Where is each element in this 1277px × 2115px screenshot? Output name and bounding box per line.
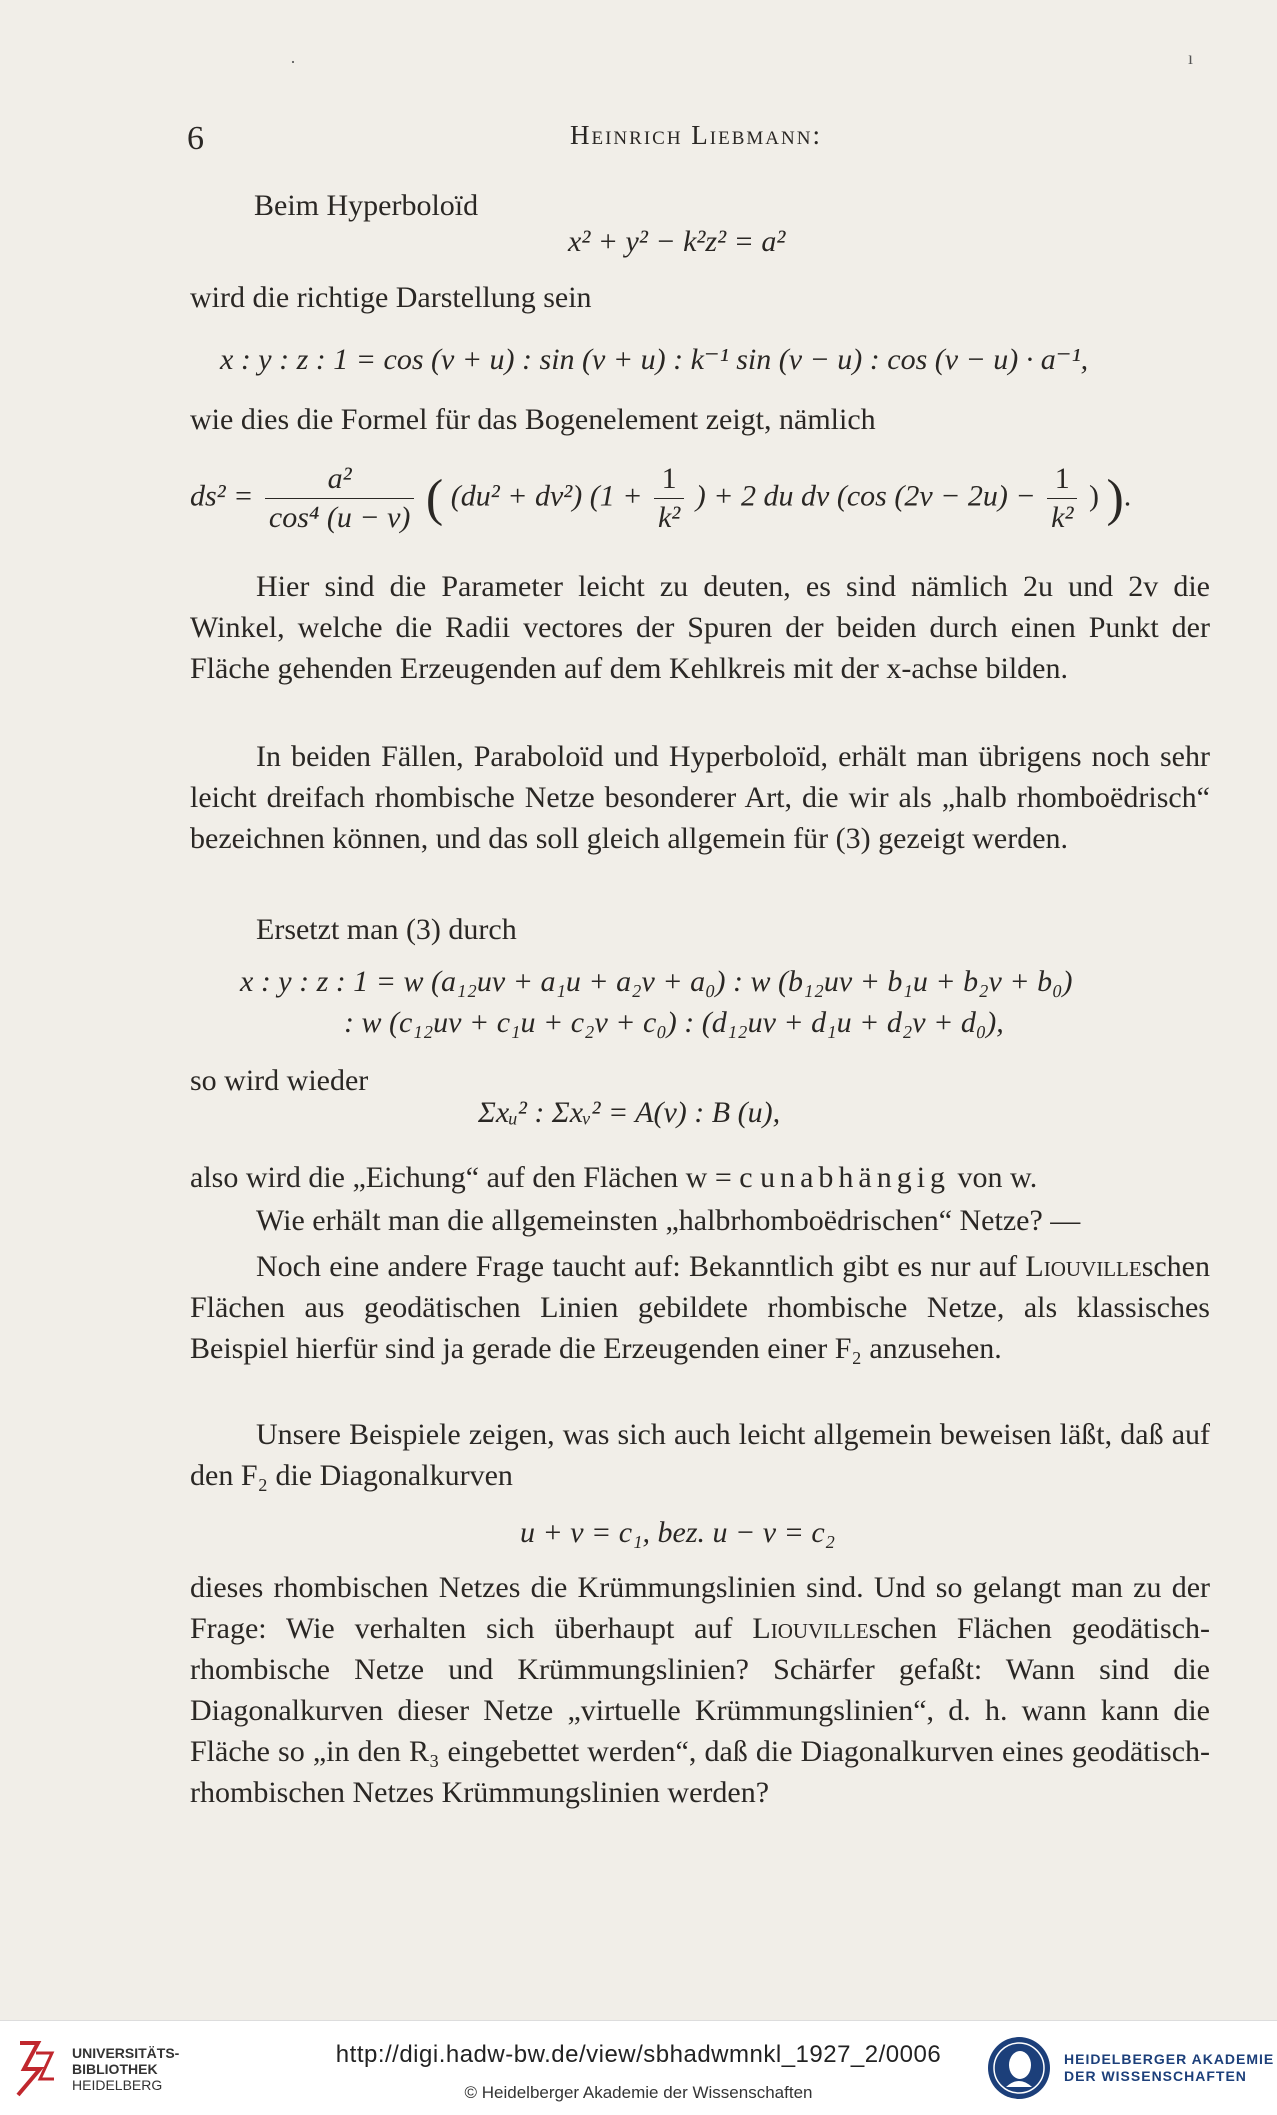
equation-parametrization: x : y : z : 1 = cos (v + u) : sin (v + u) : k⁻¹ sin (v − u) : cos (v − u) · a⁻¹, [220,343,1089,376]
fraction-denominator: k² [1051,501,1074,534]
eq-part: (du² + dv²) (1 + [450,479,643,513]
text-run: also wird die „Eichung“ auf den Flächen w = c [190,1161,761,1194]
document-url-link[interactable]: http://digi.hadw-bw.de/view/sbhadwmnkl_1927_2/0006 [335,2041,942,2068]
author-name: Liouville [1025,1250,1142,1283]
text-run: von w. [950,1161,1038,1194]
paragraph [190,1567,1210,1813]
academy-line: DER WISSENSCHAFTEN [1064,2068,1247,2084]
fraction [265,460,414,537]
paragraph: Unsere Beispiele zeigen, was sich auch leicht allgemein beweisen läßt, daß auf den F₂ die Diagonalkurven [190,1418,1210,1492]
fraction [1047,460,1077,537]
academy-label [1064,2051,1274,2085]
text-run: schen Flächen aus geodätischen Linien gebildete rhombische Netze, als klassisches Beispiel hierfür sind ja gerade die Erzeugenden einer F₂ anzusehen. [190,1250,1210,1365]
paragraph: Beim Hyperboloïd [254,189,479,222]
equation-hyperboloid: x² + y² − k²z² = a² [568,225,786,258]
copyright-notice: © Heidelberger Akademie der Wissenschaften [464,2083,813,2102]
scan-speck: ı [1188,48,1194,68]
eq-end-dot: . [1123,479,1132,513]
equation-substitution-line1: x : y : z : 1 = w (a₁₂uv + a₁u + a₂v + a₀) : w (b₁₂uv + b₁u + b₂v + b₀) [240,965,1073,998]
paragraph: In beiden Fällen, Paraboloïd und Hyperboloïd, erhält man übrigens noch sehr leicht dreifach rhombische Netze besonderer Art, die wir als „halb rhomboëdrisch“ bezeichnen können, und das soll gleich allgemein für (3) gezeigt werden. [190,740,1210,855]
eq-part: ) [1088,479,1099,513]
eq-part: ) + 2 du dv (cos (2v − 2u) − [695,479,1036,513]
fraction [654,460,684,537]
fraction-numerator: 1 [654,460,684,499]
author-name: Liouville [752,1612,869,1645]
fraction-denominator: k² [657,501,681,534]
paragraph: Wie erhält man die allgemeinsten „halbrhomboëdrischen“ Netze? — [256,1204,1081,1237]
paragraph [190,1246,1210,1369]
scan-speck: · [290,52,296,72]
equation-line-element [190,460,1131,537]
paragraph: wie dies die Formel für das Bogenelement zeigt, nämlich [190,403,876,436]
running-head: Heinrich Liebmann: [570,120,822,150]
paren-open: ( [425,470,444,527]
equation-substitution-line2: : w (c₁₂uv + c₁u + c₂v + c₀) : (d₁₂uv + d₁u + d₂v + d₀), [344,1006,1004,1039]
academy-line: HEIDELBERGER AKADEMIE [1064,2051,1275,2067]
page-number: 6 [187,120,204,157]
library-line: UNIVERSITÄTS- [72,2045,180,2061]
paragraph: Ersetzt man (3) durch [256,913,517,946]
paragraph [190,1157,1210,1198]
text-run: dieses rhombischen Netzes die Krümmungslinien sind. Und so gelangt man zu der Frage: Wie verhalten sich überhaupt auf [190,1571,1210,1645]
academy-seal-icon [986,2035,1052,2101]
paren-close: ) [1106,470,1124,527]
fraction-numerator: a² [265,460,414,499]
fraction-numerator: 1 [1047,460,1077,499]
text-run: Noch eine andere Frage taucht auf: Bekanntlich gibt es nur auf [256,1250,1026,1283]
library-line: HEIDELBERG [72,2077,163,2093]
paragraph: so wird wieder [190,1064,369,1097]
equation-diagonals: u + v = c₁, bez. u − v = c₂ [520,1516,836,1549]
emphasized-word: unabhängig [760,1161,951,1194]
paragraph: wird die richtige Darstellung sein [190,281,592,314]
library-line: BIBLIOTHEK [72,2061,158,2077]
eq-lhs: ds² = [190,479,254,513]
paragraph: Hier sind die Parameter leicht zu deuten, es sind nämlich 2u und 2v die Winkel, welche die Radii vectores der Spuren der beiden durch einen Punkt der Fläche gehenden Erzeugenden auf dem Kehlkreis mit der x-achse bilden. [190,570,1210,685]
fraction-denominator: cos⁴ (u − v) [268,501,411,534]
text-run: schen Flächen geodätisch-rhombische Netze und Krümmungslinien? Schärfer gefaßt: Wann sind die Diagonalkurven dieser Netze „virtuelle Krümmungslinien“, d. h. wann kann die Fläche so „in den R₃ eingebettet werden“, daß die Diagonalkurven eines geodätisch-rhombischen Netzes Krümmungslinien werden? [190,1612,1210,1809]
viewer-footer [0,2020,1277,2115]
equation-ratio: Σxᵤ² : Σxᵥ² = A(v) : B (u), [478,1096,781,1129]
